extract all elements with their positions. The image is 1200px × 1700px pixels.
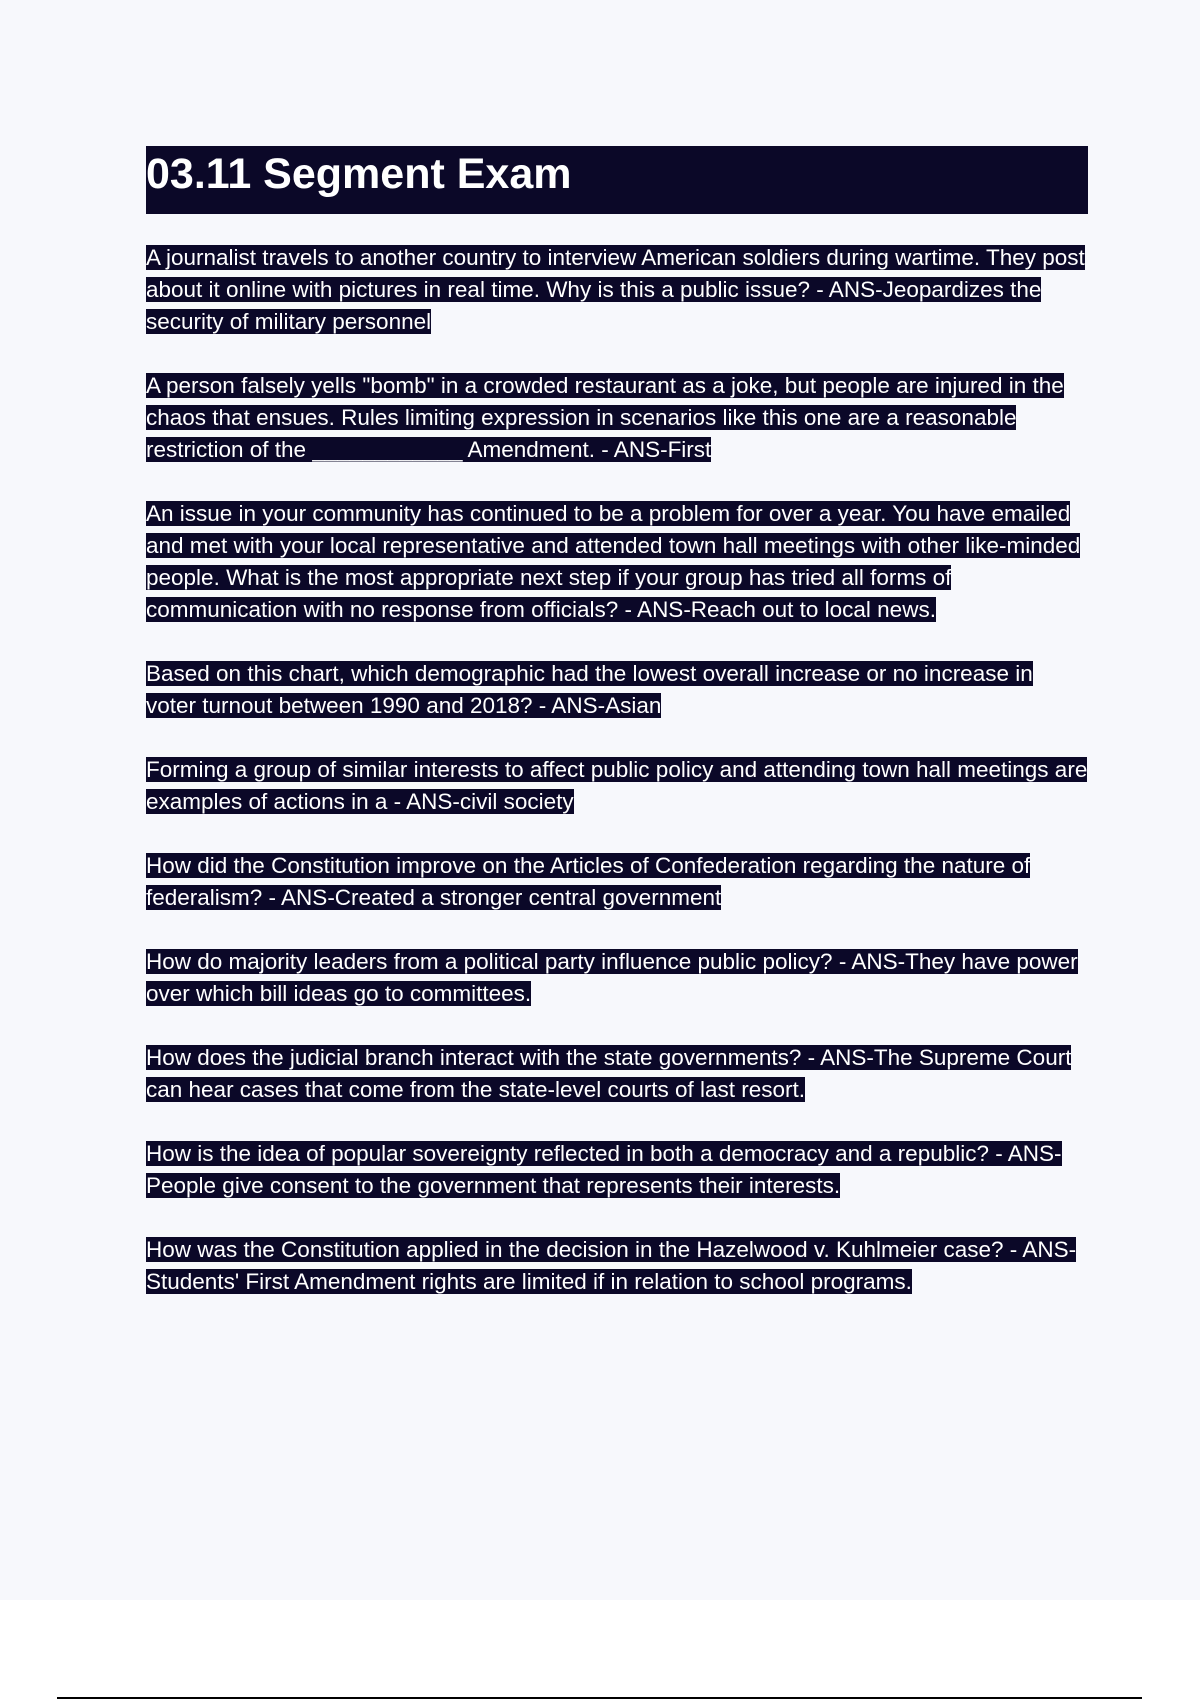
qa-item-10 (146, 1234, 1088, 1298)
qa-item-7 (146, 946, 1088, 1010)
qa-item-2 (146, 370, 1088, 466)
qa-item-text: A person falsely yells "bomb" in a crowded restaurant as a joke, but people are injured in the chaos that ensues. Rules limiting expression in scenarios like this one are a reasonable restriction of the ____________ Amendment. - ANS-First (146, 373, 1064, 462)
qa-item-8 (146, 1042, 1088, 1106)
page-title: 03.11 Segment Exam (146, 150, 572, 198)
qa-item-text: Based on this chart, which demographic had the lowest overall increase or no increase in voter turnout between 1990 and 2018? - ANS-Asian (146, 661, 1033, 718)
footer-divider (57, 1697, 1142, 1699)
qa-item-3 (146, 498, 1088, 626)
qa-item-1 (146, 242, 1088, 338)
qa-item-text: How does the judicial branch interact with the state governments? - ANS-The Supreme Court can hear cases that come from the state-level courts of last resort. (146, 1045, 1072, 1102)
document-content (146, 146, 1088, 1330)
qa-item-text: How do majority leaders from a political party influence public policy? - ANS-They have power over which bill ideas go to committees. (146, 949, 1078, 1006)
qa-item-9 (146, 1138, 1088, 1202)
qa-item-text: An issue in your community has continued to be a problem for over a year. You have emailed and met with your local representative and attended town hall meetings with other like-minded people. What is the most appropriate next step if your group has tried all forms of communication with no response from officials? - ANS-Reach out to local news. (146, 501, 1081, 622)
qa-item-5 (146, 754, 1088, 818)
qa-item-text: A journalist travels to another country to interview American soldiers during wartime. They post about it online with pictures in real time. Why is this a public issue? - ANS-Jeopardizes the security of military personnel (146, 245, 1085, 334)
qa-item-text: How was the Constitution applied in the decision in the Hazelwood v. Kuhlmeier case? - ANS-Students' First Amendment rights are limited if in relation to school programs. (146, 1237, 1077, 1294)
qa-item-text: How did the Constitution improve on the Articles of Confederation regarding the nature of federalism? - ANS-Created a stronger central government (146, 853, 1031, 910)
qa-item-text: Forming a group of similar interests to affect public policy and attending town hall meetings are examples of actions in a - ANS-civil society (146, 757, 1088, 814)
qa-item-4 (146, 658, 1088, 722)
qa-item-6 (146, 850, 1088, 914)
title-highlight (146, 146, 1088, 214)
qa-item-text: How is the idea of popular sovereignty reflected in both a democracy and a republic? - ANS-People give consent to the government that represents their interests. (146, 1141, 1062, 1198)
